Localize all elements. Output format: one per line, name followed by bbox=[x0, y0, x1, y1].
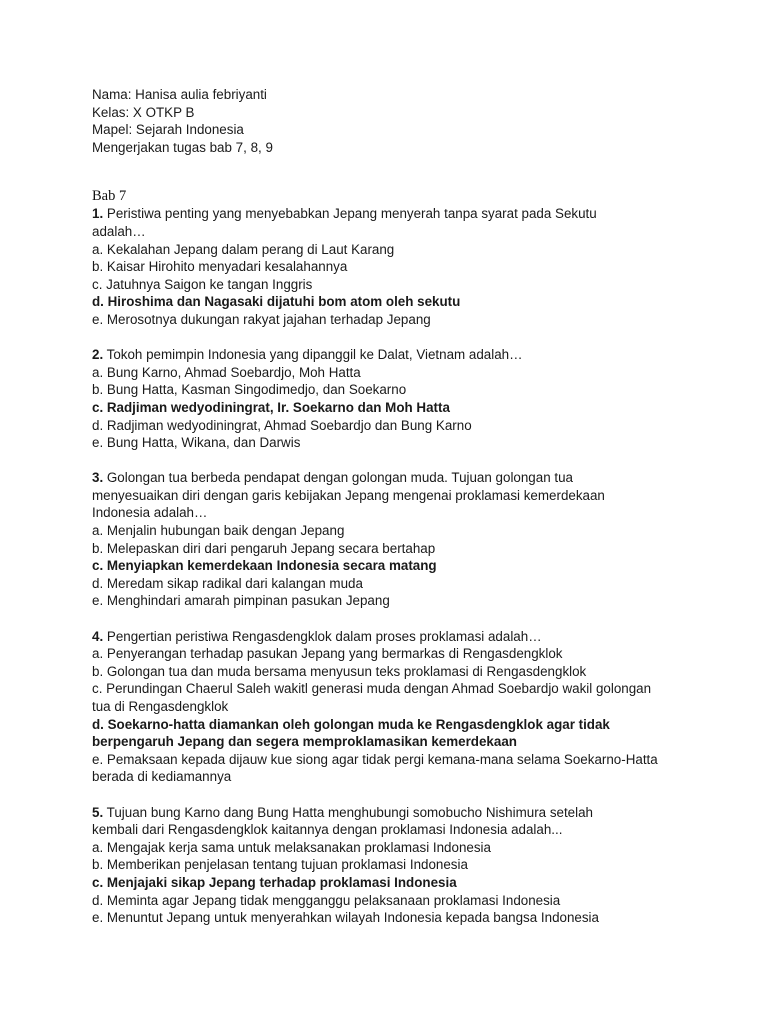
answer-option: a. Menjalin hubungan baik dengan Jepang bbox=[92, 523, 345, 539]
question-text: Pengertian peristiwa Rengasdengklok dalam proses proklamasi adalah… bbox=[103, 628, 542, 644]
question-1 bbox=[92, 205, 672, 328]
question-text-line bbox=[92, 804, 672, 822]
answer-option: c. Perundingan Chaerul Saleh wakitl generasi muda dengan Ahmad Soebardjo wakil golongan tua di Rengasdengklok bbox=[92, 681, 652, 714]
answer-option: b. Kaisar Hirohito menyadari kesalahannya bbox=[92, 259, 348, 275]
question-3 bbox=[92, 469, 672, 610]
task-description: Mengerjakan tugas bab 7, 8, 9 bbox=[92, 139, 273, 155]
answer-option: a. Mengajak kerja sama untuk melaksanakan proklamasi Indonesia bbox=[92, 839, 491, 855]
answer-option: e. Bung Hatta, Wikana, dan Darwis bbox=[92, 435, 301, 451]
answer-option-correct: c. Menjajaki sikap Jepang terhadap proklamasi Indonesia bbox=[92, 874, 457, 890]
answer-option-correct: d. Soekarno-hatta diamankan oleh golongan muda ke Rengasdengklok agar tidak berpengaruh Jepang dan segera memproklamasikan kemerdekaan bbox=[92, 716, 610, 750]
question-5 bbox=[92, 804, 672, 927]
answer-option: b. Melepaskan diri dari pengaruh Jepang secara bertahap bbox=[92, 540, 436, 556]
answer-option: b. Memberikan penjelasan tentang tujuan proklamasi Indonesia bbox=[92, 857, 468, 873]
question-number: 3. bbox=[92, 470, 104, 486]
student-class: Kelas: X OTKP B bbox=[92, 104, 195, 120]
question-text: menyesuaikan diri dengan garis kebijakan Jepang mengenai proklamasi kemerdekaan bbox=[92, 487, 605, 503]
answer-option-correct: d. Hiroshima dan Nagasaki dijatuhi bom atom oleh sekutu bbox=[92, 294, 461, 310]
answer-option: c. Jatuhnya Saigon ke tangan Inggris bbox=[92, 276, 313, 292]
student-info bbox=[92, 86, 672, 156]
question-list bbox=[92, 205, 672, 926]
question-text-line bbox=[92, 469, 672, 487]
question-text: Peristiwa penting yang menyebabkan Jepang menyerah tanpa syarat pada Sekutu bbox=[103, 206, 597, 222]
question-text-line bbox=[92, 628, 672, 646]
question-number: 5. bbox=[92, 804, 104, 820]
question-text: adalah… bbox=[92, 223, 146, 239]
question-text-line bbox=[92, 346, 672, 364]
answer-option: d. Meminta agar Jepang tidak mengganggu pelaksanaan proklamasi Indonesia bbox=[92, 892, 561, 908]
question-text: kembali dari Rengasdengklok kaitannya dengan proklamasi Indonesia adalah... bbox=[92, 822, 563, 838]
document-body bbox=[92, 86, 672, 944]
answer-option: b. Golongan tua dan muda bersama menyusun teks proklamasi di Rengasdengklok bbox=[92, 663, 587, 679]
answer-option: e. Pemaksaan kepada dijauw kue siong agar tidak pergi kemana-mana selama Soekarno-Hatta berada di kediamannya bbox=[92, 751, 658, 785]
question-text-line bbox=[92, 487, 672, 505]
question-text-line bbox=[92, 821, 672, 839]
question-number: 2. bbox=[92, 347, 104, 363]
question-text-line bbox=[92, 504, 672, 522]
question-text-line bbox=[92, 223, 672, 241]
answer-option: a. Bung Karno, Ahmad Soebardjo, Moh Hatta bbox=[92, 364, 361, 380]
answer-option: e. Merosotnya dukungan rakyat jajahan terhadap Jepang bbox=[92, 311, 431, 327]
answer-option-correct: c. Radjiman wedyodiningrat, Ir. Soekarno dan Moh Hatta bbox=[92, 399, 450, 415]
answer-option: e. Menuntut Jepang untuk menyerahkan wilayah Indonesia kepada bangsa Indonesia bbox=[92, 910, 599, 926]
question-number: 1. bbox=[92, 206, 104, 222]
answer-option: a. Kekalahan Jepang dalam perang di Laut Karang bbox=[92, 241, 395, 257]
answer-option: d. Meredam sikap radikal dari kalangan muda bbox=[92, 575, 363, 591]
question-text: Golongan tua berbeda pendapat dengan golongan muda. Tujuan golongan tua bbox=[103, 470, 573, 486]
section-title: Bab 7 bbox=[92, 188, 127, 205]
question-text: Indonesia adalah… bbox=[92, 505, 208, 521]
answer-option: e. Menghindari amarah pimpinan pasukan Jepang bbox=[92, 593, 390, 609]
question-2 bbox=[92, 346, 672, 452]
question-text: Tujuan bung Karno dang Bung Hatta menghubungi somobucho Nishimura setelah bbox=[103, 804, 594, 820]
subject: Mapel: Sejarah Indonesia bbox=[92, 122, 244, 138]
answer-option: a. Penyerangan terhadap pasukan Jepang yang bermarkas di Rengasdengklok bbox=[92, 646, 563, 662]
answer-option-correct: c. Menyiapkan kemerdekaan Indonesia secara matang bbox=[92, 558, 437, 574]
question-text-line bbox=[92, 205, 672, 223]
question-text: Tokoh pemimpin Indonesia yang dipanggil ke Dalat, Vietnam adalah… bbox=[103, 347, 523, 363]
question-number: 4. bbox=[92, 628, 104, 644]
question-4 bbox=[92, 628, 672, 786]
student-name: Nama: Hanisa aulia febriyanti bbox=[92, 87, 267, 102]
answer-option: d. Radjiman wedyodiningrat, Ahmad Soebardjo dan Bung Karno bbox=[92, 417, 472, 433]
answer-option: b. Bung Hatta, Kasman Singodimedjo, dan Soekarno bbox=[92, 382, 407, 398]
